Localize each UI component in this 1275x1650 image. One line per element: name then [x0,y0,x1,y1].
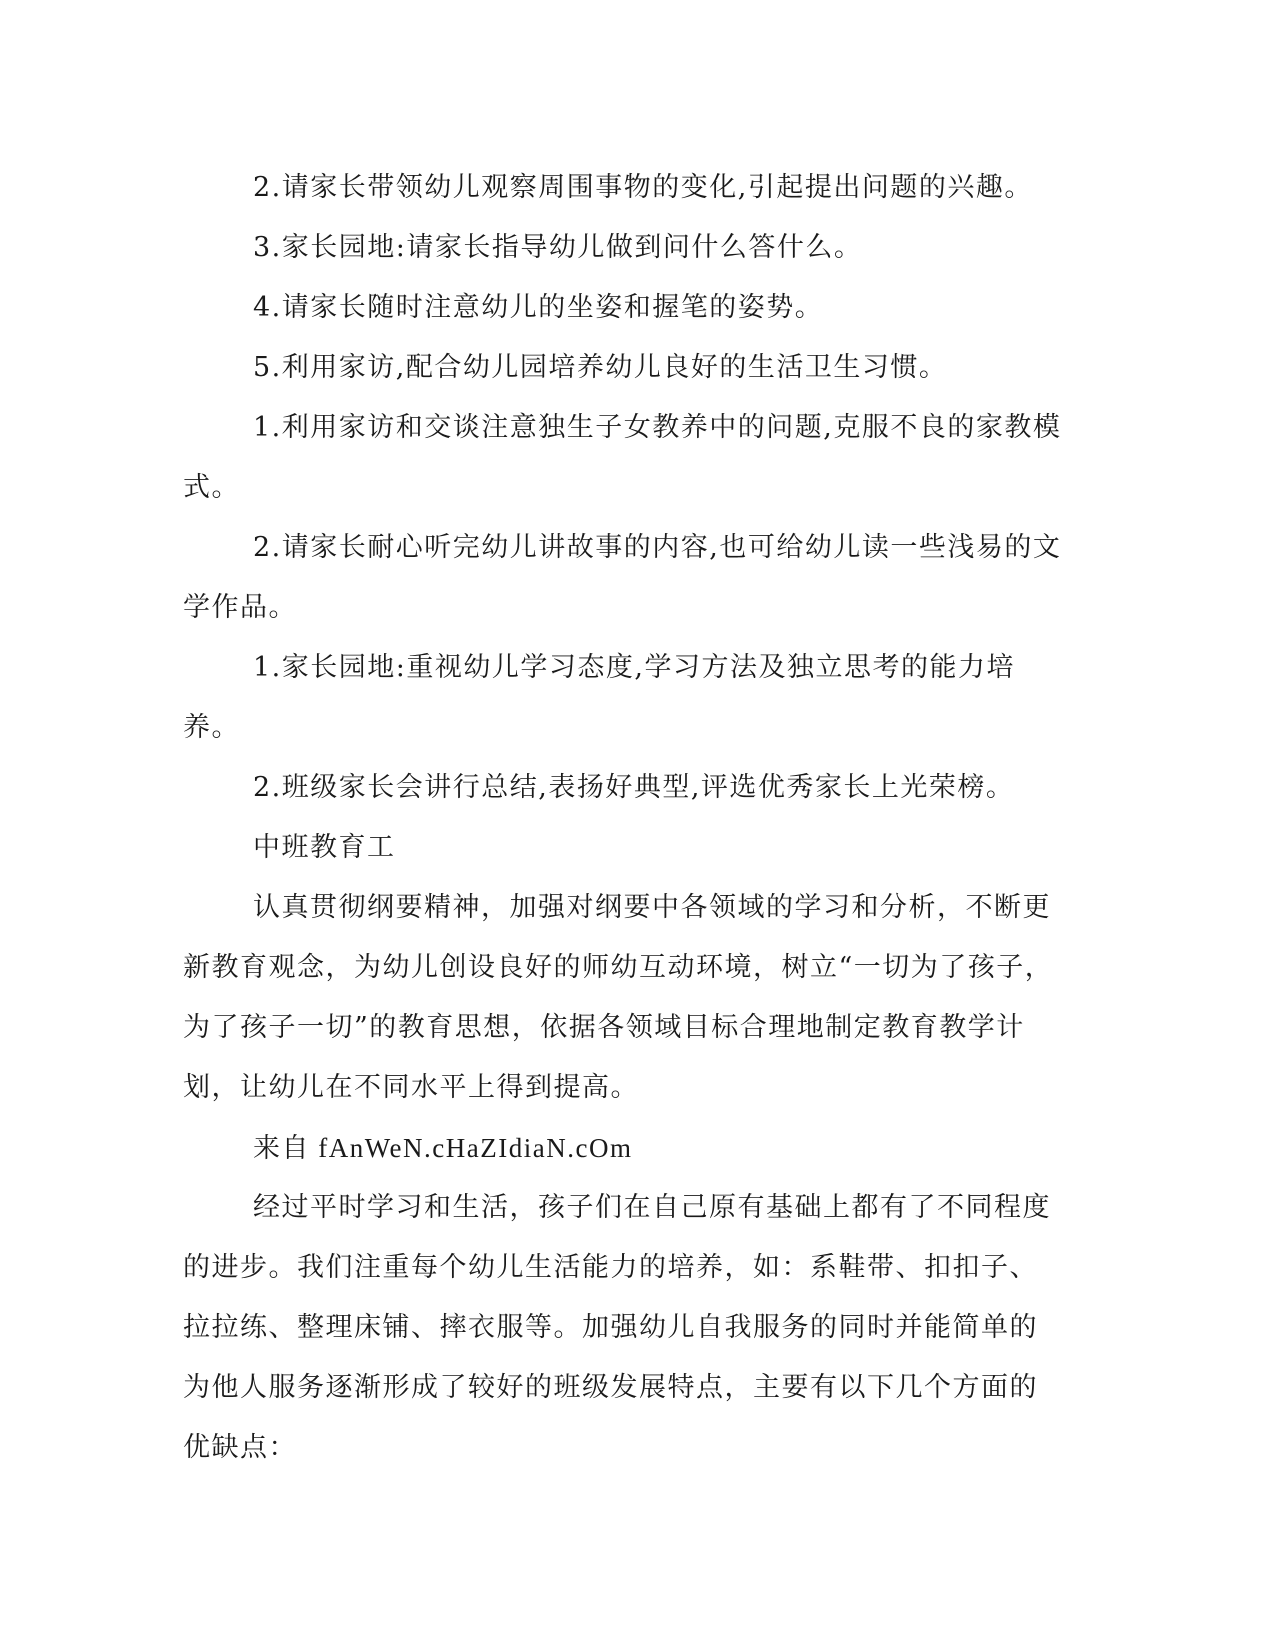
document-body [183,158,1063,1478]
paragraph-8: 2.班级家长会讲行总结,表扬好典型,评选优秀家长上光荣榜。 [253,772,1015,803]
source-note: 来自 fAnWeN.cHaZIdiaN.cOm [253,1133,633,1163]
paragraph-10: 经过平时学习和生活，孩子们在自己原有基础上都有了不同程度的进步。我们注重每个幼儿生活能力的培养，如：系鞋带、扣扣子、拉拉练、整理床铺、摔衣服等。加强幼儿自我服务的同时并能简单的为他人服务逐渐形成了较好的班级发展特点，主要有以下几个方面的优缺点： [183,1192,1051,1463]
section-heading: 中班教育工 [253,832,396,863]
paragraph-1: 2.请家长带领幼儿观察周围事物的变化,引起提出问题的兴趣。 [253,172,1033,203]
paragraph-6: 2.请家长耐心听完幼儿讲故事的内容,也可给幼儿读一些浅易的文学作品。 [183,532,1062,623]
paragraph-5: 1.利用家访和交谈注意独生子女教养中的问题,克服不良的家教模式。 [183,412,1062,503]
paragraph-3: 4.请家长随时注意幼儿的坐姿和握笔的姿势。 [253,292,824,323]
paragraph-4: 5.利用家访,配合幼儿园培养幼儿良好的生活卫生习惯。 [253,352,948,383]
paragraph-9: 认真贯彻纲要精神，加强对纲要中各领域的学习和分析，不断更新教育观念，为幼儿创设良好的师幼互动环境，树立“一切为了孩子，为了孩子一切”的教育思想，依据各领域目标合理地制定教育教学计划，让幼儿在不同水平上得到提高。 [183,892,1054,1103]
paragraph-7: 1.家长园地:重视幼儿学习态度,学习方法及独立思考的能力培养。 [183,652,1015,743]
paragraph-2: 3.家长园地:请家长指导幼儿做到问什么答什么。 [253,232,863,263]
